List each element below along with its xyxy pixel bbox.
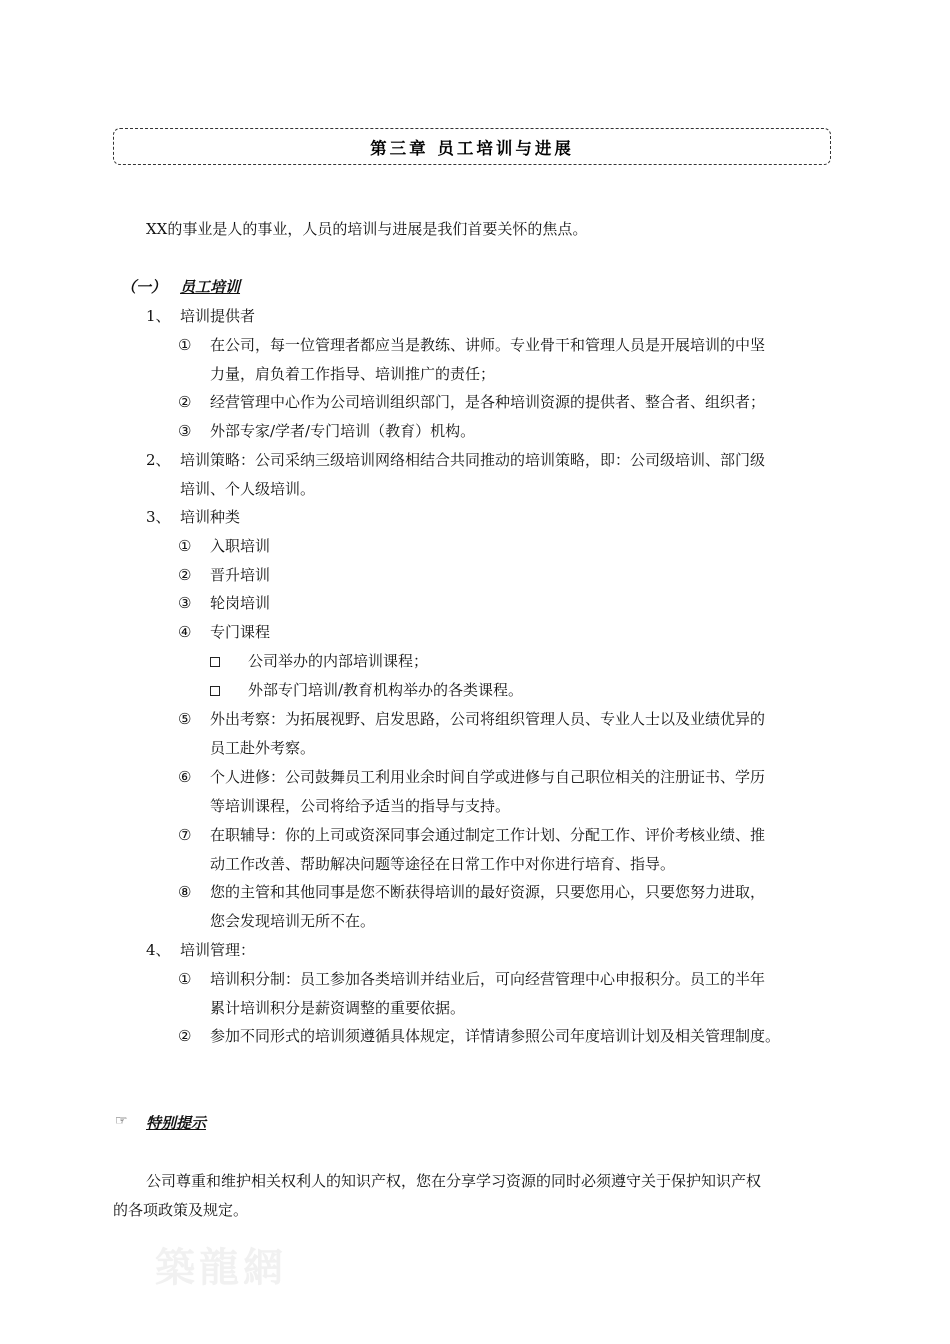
item-text: 培训策略：公司采纳三级培训网络相结合共同推动的培训策略，即：公司级培训、部门级	[180, 451, 766, 469]
subitem-number: ⑤	[178, 710, 192, 728]
item-heading: 培训种类	[180, 508, 241, 526]
subitem-text: 入职培训	[210, 537, 271, 555]
subitem-text-cont: 力量，肩负着工作指导、培训推广的责任；	[210, 365, 496, 383]
subitem-number: ②	[178, 1027, 192, 1045]
subitem-text-cont: 员工赴外考察。	[210, 739, 316, 757]
subitem-number: ⑦	[178, 826, 192, 844]
hand-pointing-icon: ☞	[115, 1113, 128, 1129]
subitem-text-cont: 累计培训积分是薪资调整的重要依据。	[210, 999, 466, 1017]
subitem-text: 在职辅导：你的上司或资深同事会通过制定工作计划、分配工作、评价考核业绩、推	[210, 826, 766, 844]
item-number: 4、	[146, 941, 171, 959]
subitem-number: ⑥	[178, 768, 192, 786]
subitem-text: 外出考察：为拓展视野、启发思路，公司将组织管理人员、专业人士以及业绩优异的	[210, 710, 766, 728]
subitem-text: 在公司，每一位管理者都应当是教练、讲师。专业骨干和管理人员是开展培训的中坚	[210, 336, 766, 354]
intro-paragraph: XX的事业是人的事业，人员的培训与进展是我们首要关怀的焦点。	[146, 220, 588, 238]
subitem-text: 个人进修：公司鼓舞员工利用业余时间自学或进修与自己职位相关的注册证书、学历	[210, 768, 766, 786]
section-number: （一）	[121, 278, 167, 296]
subitem-number: ④	[178, 623, 192, 641]
subitem-text: 您的主管和其他同事是您不断获得培训的最好资源，只要您用心，只要您努力进取，	[210, 883, 766, 901]
subitem-text-cont: 等培训课程，公司将给予适当的指导与支持。	[210, 797, 511, 815]
subitem-number: ⑧	[178, 883, 192, 901]
subitem-text: 经营管理中心作为公司培训组织部门，是各种培训资源的提供者、整合者、组织者；	[210, 393, 766, 411]
item-heading: 培训管理：	[180, 941, 256, 959]
subitem-text: 参加不同形式的培训须遵循具体规定，详情请参照公司年度培训计划及相关管理制度。	[210, 1027, 781, 1045]
watermark: 築龍網	[155, 1244, 287, 1291]
subitem-number: ②	[178, 393, 192, 411]
notice-paragraph: 公司尊重和维护相关权利人的知识产权，您在分享学习资源的同时必须遵守关于保护知识产权	[146, 1172, 762, 1190]
item-heading: 培训提供者	[180, 307, 256, 325]
item-number: 2、	[146, 451, 171, 469]
bullet-text: 公司举办的内部培训课程；	[248, 652, 429, 670]
notice-paragraph-cont: 的各项政策及规定。	[113, 1201, 249, 1219]
section-title: 员工培训	[180, 278, 241, 296]
subitem-number: ②	[178, 566, 192, 584]
chapter-heading-box	[113, 128, 831, 165]
subitem-number: ①	[178, 537, 192, 555]
subitem-text: 专门课程	[210, 623, 271, 641]
chapter-title: 第三章 员工培训与进展	[370, 138, 574, 158]
subitem-number: ①	[178, 336, 192, 354]
subitem-number: ③	[178, 422, 192, 440]
subitem-number: ③	[178, 594, 192, 612]
subitem-text: 轮岗培训	[210, 594, 271, 612]
subitem-text-cont: 您会发现培训无所不在。	[210, 912, 376, 930]
subitem-text: 外部专家/学者/专门培训（教育）机构。	[210, 422, 476, 440]
subitem-text: 晋升培训	[210, 566, 271, 584]
subitem-text: 培训积分制：员工参加各类培训并结业后，可向经营管理中心申报积分。员工的半年	[210, 970, 766, 988]
subitem-number: ①	[178, 970, 192, 988]
notice-title: 特别提示	[146, 1114, 207, 1132]
item-number: 1、	[146, 307, 171, 325]
item-number: 3、	[146, 508, 171, 526]
bullet-text: 外部专门培训/教育机构举办的各类课程。	[248, 681, 524, 699]
subitem-text-cont: 动工作改善、帮助解决问题等途径在日常工作中对你进行培育、指导。	[210, 855, 676, 873]
item-text-cont: 培训、个人级培训。	[180, 480, 316, 498]
square-bullet-icon	[210, 686, 220, 696]
square-bullet-icon	[210, 657, 220, 667]
